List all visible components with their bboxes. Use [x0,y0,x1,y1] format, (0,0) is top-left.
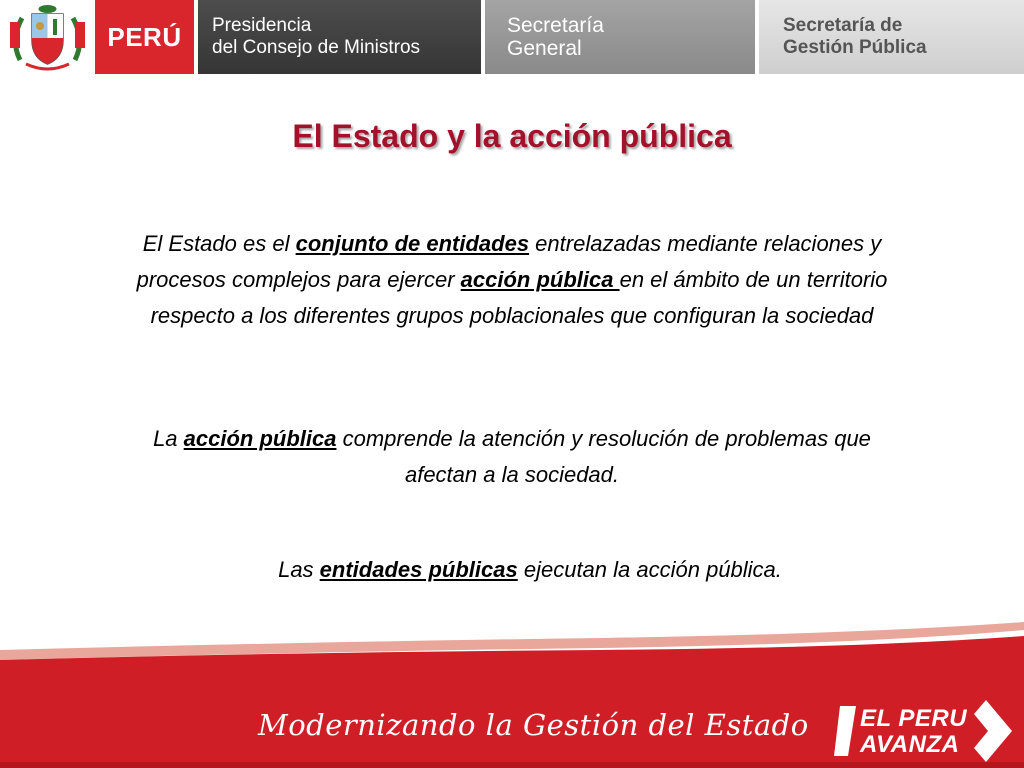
para-emphasis: acción pública [460,267,620,292]
para-emphasis: entidades públicas [319,557,518,582]
paragraph-public-entities [160,552,900,588]
el-peru-avanza-logo [834,700,1014,762]
national-coat-of-arms-icon [0,0,95,74]
peru-label: PERÚ [95,0,194,74]
sgp-label [759,0,1024,74]
para-text: Las [278,557,320,582]
paragraph-public-action [120,421,904,493]
header-banner [0,0,1024,74]
logo-line-2: AVANZA [860,731,960,758]
logo-line-1: EL PERU [860,705,968,732]
seal-container [0,0,95,74]
para-emphasis: acción pública [183,426,337,451]
sgp-line-2: Gestión Pública [783,37,927,58]
pcm-label [198,0,481,74]
para-text: ejecutan la acción pública. [517,557,782,582]
para-text: El Estado es el [142,231,296,256]
para-text: entrelazadas mediante relaciones y procesos complejos para ejercer [136,231,882,292]
paragraph-definition [120,226,904,334]
page-title: El Estado y la acción pública [292,118,732,154]
sg-label [485,0,755,74]
footer-slogan: Modernizando la Gestión del Estado [258,708,809,742]
sg-line-2: General [507,37,582,60]
sg-line-1: Secretaría [507,14,604,37]
para-text: en el ámbito de un territorio respecto a los diferentes grupos poblacionales que configuran la sociedad [150,267,888,328]
sgp-line-1: Secretaría de [783,15,903,36]
para-text: La [153,426,184,451]
pcm-line-2: del Consejo de Ministros [212,37,421,58]
para-emphasis: conjunto de entidades [295,231,530,256]
pcm-line-1: Presidencia [212,15,312,36]
para-text: comprende la atención y resolución de problemas que afectan a la sociedad. [336,426,871,487]
